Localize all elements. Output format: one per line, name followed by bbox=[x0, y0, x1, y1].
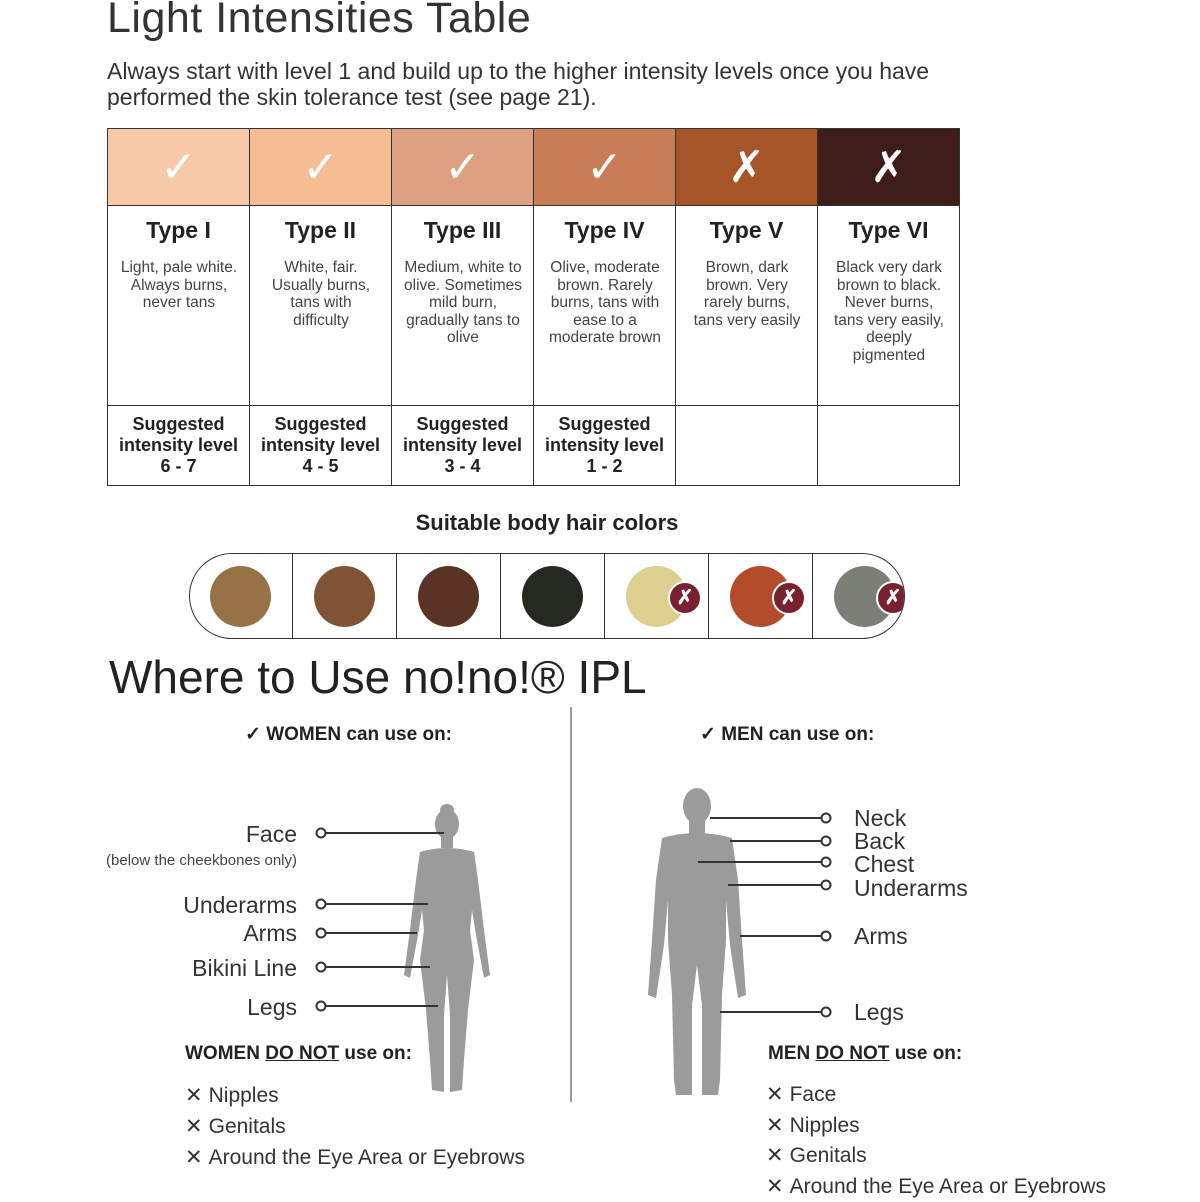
hair-color-cell bbox=[501, 554, 605, 638]
skin-type-name: Type IV bbox=[534, 217, 675, 244]
skin-type-name: Type III bbox=[392, 217, 533, 244]
cross-icon: ✗ bbox=[728, 142, 765, 193]
men-can-use-heading bbox=[700, 723, 874, 746]
skin-type-description: Medium, white to olive. Sometimes mild burn, gradually tans to olive bbox=[404, 259, 522, 347]
men-area-legs: Legs bbox=[854, 999, 904, 1026]
cross-icon: ✕ bbox=[185, 1084, 203, 1107]
skin-type-column bbox=[818, 129, 959, 485]
men-area-neck: Neck bbox=[854, 805, 906, 832]
cross-icon: ✗ bbox=[870, 142, 907, 193]
women-label: WOMEN bbox=[266, 724, 341, 745]
women-area-arms: Arms bbox=[243, 920, 297, 947]
page-title: Light Intensities Table bbox=[107, 0, 531, 43]
men-area-chest: Chest bbox=[854, 851, 914, 878]
hair-color-cell bbox=[293, 554, 397, 638]
cross-icon: ✕ bbox=[185, 1115, 203, 1138]
suggested-intensity: Suggested intensity level 4 - 5 bbox=[250, 414, 391, 477]
men-area-arms: Arms bbox=[854, 923, 908, 950]
skin-type-table bbox=[107, 128, 960, 486]
use-on-label: use on: bbox=[344, 1043, 412, 1064]
check-icon: ✓ bbox=[700, 724, 716, 745]
hair-color-dot bbox=[522, 566, 583, 627]
hair-color-cell bbox=[605, 554, 709, 638]
women-area-legs: Legs bbox=[247, 994, 297, 1021]
women-not-list bbox=[185, 1080, 525, 1173]
skin-type-description: White, fair. Usually burns, tans with difficulty bbox=[262, 259, 380, 329]
man-silhouette-icon bbox=[648, 788, 746, 1095]
check-icon: ✓ bbox=[245, 724, 261, 745]
men-label: MEN bbox=[721, 724, 763, 745]
men-label: MEN bbox=[768, 1043, 810, 1064]
skin-swatch bbox=[818, 129, 959, 206]
hair-color-strip bbox=[189, 553, 905, 639]
unsuitable-x-icon: ✗ bbox=[668, 581, 702, 615]
skin-type-description: Black very dark brown to black. Never burns, tans very easily, deeply pigmented bbox=[830, 259, 948, 364]
skin-type-column bbox=[534, 129, 676, 485]
cross-icon: ✕ bbox=[766, 1175, 784, 1198]
unsuitable-x-icon: ✗ bbox=[772, 581, 806, 615]
skin-type-name: Type II bbox=[250, 217, 391, 244]
skin-type-name: Type V bbox=[676, 217, 817, 244]
women-area-bikini-line: Bikini Line bbox=[192, 955, 297, 982]
list-item: ✕ Around the Eye Area or Eyebrows bbox=[766, 1172, 1106, 1202]
skin-type-description: Brown, dark brown. Very rarely burns, tans very easily bbox=[688, 259, 806, 329]
hair-colors-heading: Suitable body hair colors bbox=[0, 510, 1094, 536]
hair-color-cell bbox=[813, 554, 905, 638]
list-item: ✕ Nipples bbox=[766, 1111, 1106, 1142]
hair-color-cell bbox=[709, 554, 813, 638]
women-area-underarms: Underarms bbox=[183, 892, 297, 919]
where-to-use-title: Where to Use no!no!® IPL bbox=[109, 650, 647, 704]
men-not-list bbox=[766, 1080, 1106, 1202]
women-can-use-heading bbox=[245, 723, 452, 746]
list-item: ✕ Around the Eye Area or Eyebrows bbox=[185, 1142, 525, 1173]
skin-type-column bbox=[108, 129, 250, 485]
skin-type-description: Light, pale white. Always burns, never tans bbox=[120, 259, 238, 312]
list-item: ✕ Nipples bbox=[185, 1080, 525, 1111]
hair-color-cell bbox=[397, 554, 501, 638]
check-icon: ✓ bbox=[302, 142, 339, 193]
suggested-intensity: Suggested intensity level 1 - 2 bbox=[534, 414, 675, 477]
skin-type-column bbox=[676, 129, 818, 485]
hair-color-cell bbox=[189, 554, 293, 638]
hair-color-dot bbox=[210, 566, 271, 627]
skin-swatch bbox=[108, 129, 249, 206]
cross-icon: ✕ bbox=[766, 1114, 784, 1137]
hair-color-dot bbox=[418, 566, 479, 627]
cross-icon: ✕ bbox=[766, 1083, 784, 1106]
skin-type-description: Olive, moderate brown. Rarely burns, tans with ease to a moderate brown bbox=[546, 259, 664, 347]
women-label: WOMEN bbox=[185, 1043, 260, 1064]
check-icon: ✓ bbox=[160, 142, 197, 193]
woman-silhouette-icon bbox=[404, 804, 490, 1092]
skin-type-name: Type VI bbox=[818, 217, 959, 244]
can-use-label: can use on: bbox=[769, 724, 875, 745]
intro-text: Always start with level 1 and build up to the higher intensity levels once you have performed the skin tolerance test (see page 21). bbox=[107, 58, 987, 110]
women-do-not-heading bbox=[185, 1043, 412, 1065]
skin-swatch bbox=[534, 129, 675, 206]
do-not-label: DO NOT bbox=[265, 1043, 339, 1064]
do-not-label: DO NOT bbox=[816, 1043, 890, 1064]
skin-type-column bbox=[392, 129, 534, 485]
skin-swatch bbox=[250, 129, 391, 206]
center-divider bbox=[570, 707, 572, 1102]
skin-type-name: Type I bbox=[108, 217, 249, 244]
men-area-back: Back bbox=[854, 828, 905, 855]
men-area-underarms: Underarms bbox=[854, 875, 968, 902]
check-icon: ✓ bbox=[444, 142, 481, 193]
skin-type-column bbox=[250, 129, 392, 485]
list-item: ✕ Face bbox=[766, 1080, 1106, 1111]
face-note: (below the cheekbones only) bbox=[106, 852, 297, 869]
list-item: ✕ Genitals bbox=[766, 1141, 1106, 1172]
list-item: ✕ Genitals bbox=[185, 1111, 525, 1142]
can-use-label: can use on: bbox=[346, 724, 452, 745]
check-icon: ✓ bbox=[586, 142, 623, 193]
suggested-intensity: Suggested intensity level 6 - 7 bbox=[108, 414, 249, 477]
skin-swatch bbox=[676, 129, 817, 206]
cross-icon: ✕ bbox=[766, 1144, 784, 1167]
cross-icon: ✕ bbox=[185, 1146, 203, 1169]
hair-color-dot bbox=[314, 566, 375, 627]
suggested-intensity: Suggested intensity level 3 - 4 bbox=[392, 414, 533, 477]
use-on-label: use on: bbox=[895, 1043, 963, 1064]
men-do-not-heading bbox=[768, 1043, 962, 1065]
unsuitable-x-icon: ✗ bbox=[876, 581, 905, 615]
skin-swatch bbox=[392, 129, 533, 206]
women-area-face: Face bbox=[246, 821, 297, 848]
